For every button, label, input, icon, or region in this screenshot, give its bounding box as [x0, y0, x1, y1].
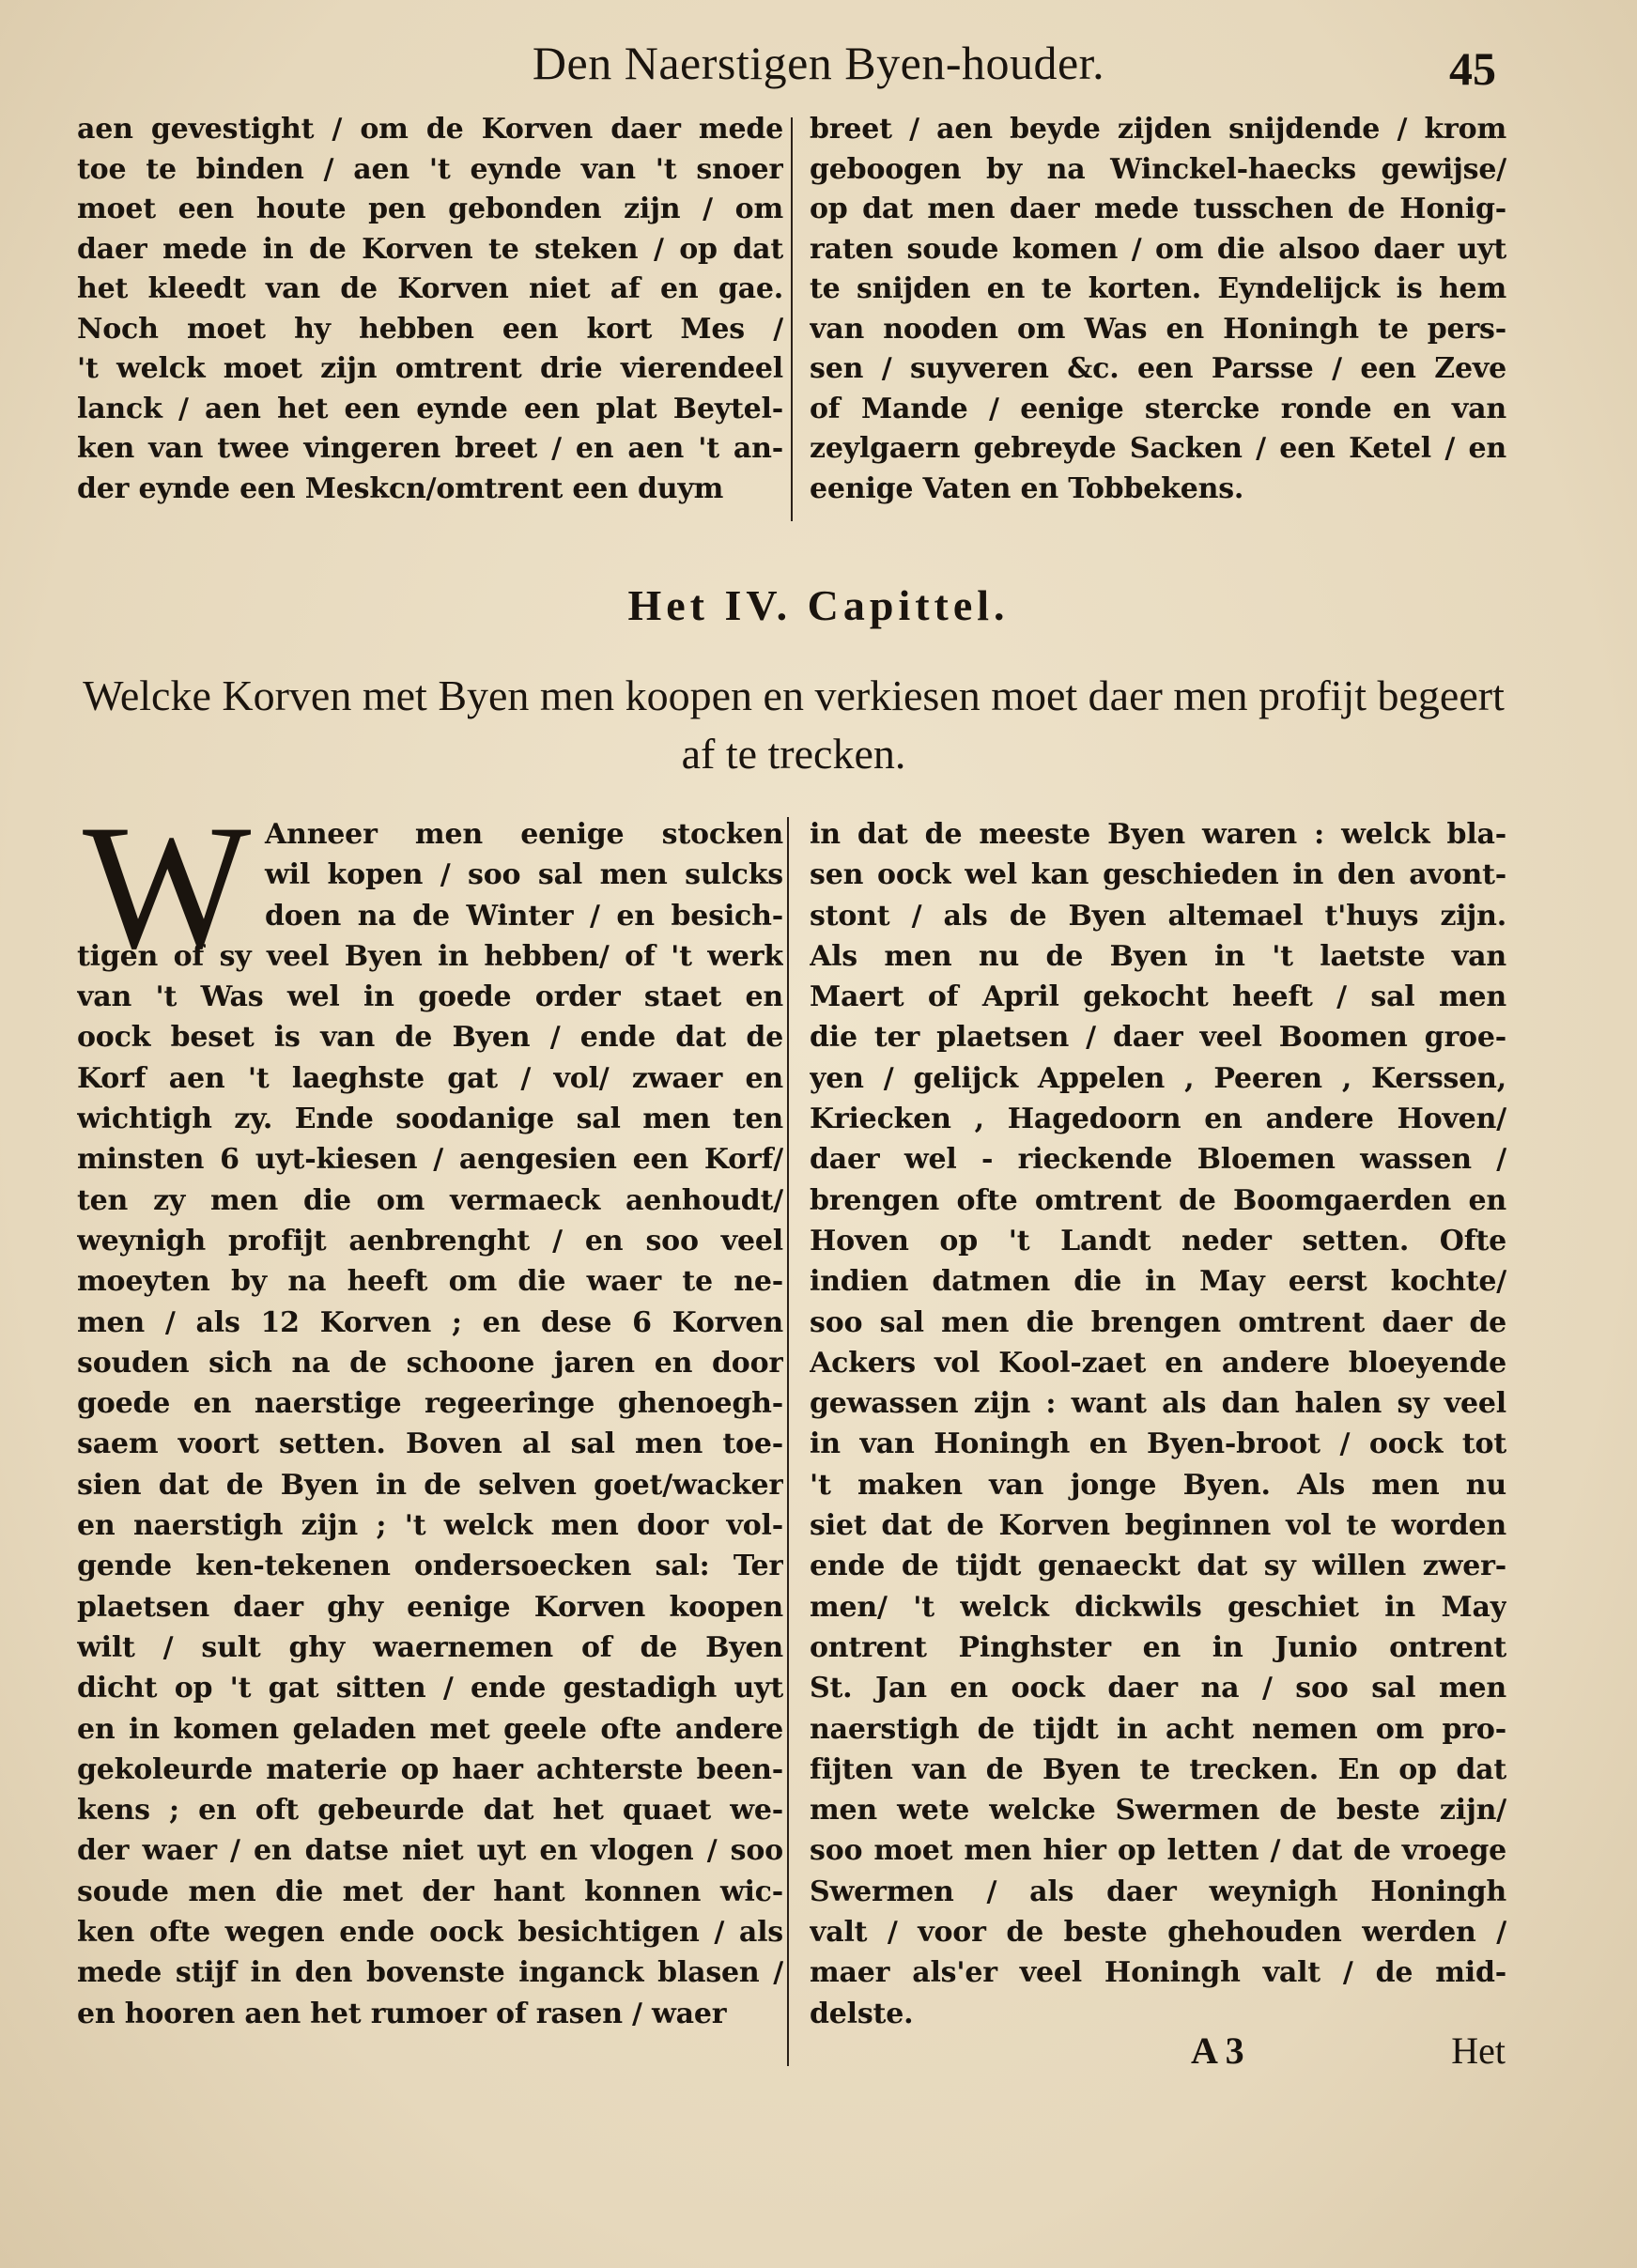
text-line: en hooren aen het rumoer of rasen / waer [77, 1997, 727, 2030]
text-line: sen oock wel kan geschieden in den avont- [810, 858, 1506, 892]
text-line: men / als 12 Korven ; en dese 6 Korven [77, 1305, 783, 1339]
bottom-right-column [810, 814, 1506, 2034]
text-line: ende de tijdt genaeckt dat sy willen zwer- [810, 1550, 1506, 1583]
text-line: moeyten by na heeft om die waer te ne- [77, 1265, 783, 1299]
text-line: van 't Was wel in goede order staet en [77, 980, 783, 1014]
text-line: te snijden en te korten. Eyndelijck is hem [810, 272, 1506, 305]
text-line: brengen ofte omtrent de Boomgaerden en [810, 1183, 1506, 1217]
text-line: men/ 't welck dickwils geschiet in May [810, 1590, 1506, 1624]
top-right-column [810, 110, 1506, 509]
column-divider-bottom [787, 817, 789, 2066]
text-line: gekoleurde materie op haer achterste been- [77, 1752, 783, 1786]
text-line: zeylgaern gebreyde Sacken / een Ketel / en [810, 432, 1506, 465]
text-line: gewassen zijn : want als dan halen sy veel [810, 1387, 1506, 1421]
text-line: moet een houte pen gebonden zijn / om [77, 193, 783, 225]
text-line: aen gevestight / om de Korven daer mede [77, 113, 783, 146]
text-line: daer mede in de Korven te steken / op dat [77, 232, 783, 266]
text-line: Hoven op 't Landt neder setten. Ofte [810, 1224, 1506, 1257]
text-line: men wete welcke Swermen de beste zijn/ [810, 1794, 1506, 1828]
text-line: raten soude komen / om die alsoo daer uyt [810, 232, 1506, 266]
text-line: wil kopen / soo sal men sulcks [265, 858, 783, 892]
text-line: valt / voor de beste ghehouden werden / [810, 1916, 1506, 1950]
column-divider-top [791, 117, 793, 521]
text-line: naerstigh de tijdt in acht nemen om pro- [810, 1712, 1506, 1746]
text-line: toe te binden / aen 't eynde van 't snoer [77, 152, 783, 186]
text-line: Ackers vol Kool-zaet en andere bloeyende [810, 1346, 1506, 1380]
text-line: fijten van de Byen te trecken. En op dat [810, 1752, 1506, 1786]
text-line: soo sal men die brengen omtrent daer de [810, 1305, 1506, 1339]
text-line: St. Jan en oock daer na / soo sal men [810, 1672, 1506, 1705]
text-line: soo moet men hier op letten / dat de vroege [810, 1834, 1506, 1868]
text-line: Anneer men eenige stocken [265, 818, 783, 851]
text-line: yen / gelijck Appelen , Peeren , Kerssen, [810, 1061, 1506, 1095]
text-line: maer als'er veel Honingh valt / de mid- [810, 1956, 1506, 1990]
text-line: ten zy men die om vermaeck aenhoudt/ [77, 1183, 783, 1217]
text-line: van nooden om Was en Honingh te pers- [810, 312, 1506, 346]
top-left-column [77, 110, 783, 509]
text-line: doen na de Winter / en besich- [265, 899, 783, 933]
text-line: wilt / sult ghy waernemen of de Byen [77, 1630, 783, 1664]
text-line: delste. [810, 1997, 914, 2030]
text-line: Maert of April gekocht heeft / sal men [810, 980, 1506, 1014]
text-line: op dat men daer mede tusschen de Honig- [810, 193, 1506, 225]
text-line: saem voort setten. Boven al sal men toe- [77, 1427, 783, 1461]
text-line: Noch moet hy hebben een kort Mes / [77, 312, 783, 346]
text-line: oock beset is van de Byen / ende dat de [77, 1021, 783, 1055]
text-line: Swermen / als daer weynigh Honingh [810, 1875, 1506, 1908]
page-number: 45 [1449, 42, 1496, 95]
text-line: indien datmen die in May eerst kochte/ [810, 1265, 1506, 1299]
text-line: lanck / aen het een eynde een plat Beytel- [77, 392, 783, 425]
text-line: sen / suyveren &c. een Parsse / een Zeve [810, 352, 1506, 385]
text-line: in van Honingh en Byen-broot / oock tot [810, 1427, 1506, 1461]
text-line: Als men nu de Byen in 't laetste van [810, 939, 1506, 973]
text-line: dicht op 't gat sitten / ende gestadigh uyt [77, 1672, 783, 1705]
text-line: breet / aen beyde zijden snijdende / krom [810, 113, 1506, 146]
drop-cap: W [83, 789, 252, 986]
text-line: minsten 6 uyt-kiesen / aengesien een Korf/ [77, 1143, 783, 1177]
text-line: stont / als de Byen altemael t'huys zijn. [810, 899, 1506, 933]
text-line: ken ofte wegen ende oock besichtigen / als [77, 1916, 783, 1950]
text-line: eenige Vaten en Tobbekens. [810, 471, 1244, 505]
text-line: ken van twee vingeren breet / en aen 't an- [77, 432, 783, 465]
text-line: 't welck moet zijn omtrent drie vierendeel [77, 352, 783, 385]
text-line: Korf aen 't laeghste gat / vol/ zwaer en [77, 1061, 783, 1095]
text-line: geboogen by na Winckel-haecks gewijse/ [810, 152, 1506, 186]
text-line: ontrent Pinghster en in Junio ontrent [810, 1630, 1506, 1664]
text-line: kens ; en oft gebeurde dat het quaet we- [77, 1794, 783, 1828]
chapter-heading: Het IV. Capittel. [627, 581, 1010, 629]
signature-mark: A 3 [1191, 2029, 1244, 2072]
bottom-left-column [77, 814, 783, 2034]
catchword: Het [1451, 2029, 1506, 2072]
text-line: 't maken van jonge Byen. Als men nu [810, 1468, 1506, 1502]
text-line: weynigh profijt aenbrenght / en soo veel [77, 1224, 783, 1257]
text-line: en in komen geladen met geele ofte andere [77, 1712, 783, 1746]
text-line: soude men die met der hant konnen wic- [77, 1875, 783, 1908]
text-line: sien dat de Byen in de selven goet/wacker [77, 1468, 783, 1502]
text-line: wichtigh zy. Ende soodanige sal men ten [77, 1103, 783, 1136]
text-line: siet dat de Korven beginnen vol te worden [810, 1509, 1506, 1543]
text-line: der eynde een Meskcn/omtrent een duym [77, 471, 724, 505]
text-line: daer wel - rieckende Bloemen wassen / [810, 1143, 1506, 1177]
text-line: het kleedt van de Korven niet af en gae. [77, 272, 783, 305]
text-line: gende ken-tekenen ondersoecken sal: Ter [77, 1550, 783, 1583]
text-line: of Mande / eenige stercke ronde en van [810, 392, 1506, 425]
text-line: der waer / en datse niet uyt en vlogen / soo [77, 1834, 783, 1868]
text-line: Kriecken , Hagedoorn en andere Hoven/ [810, 1103, 1506, 1136]
chapter-title: Welcke Korven met Byen men koopen en verkiesen moet daer men profijt begeert af te trecken. [83, 671, 1505, 778]
text-line: in dat de meeste Byen waren : welck bla- [810, 818, 1506, 851]
text-line: goede en naerstige regeeringe ghenoegh- [77, 1387, 783, 1421]
text-line: en naerstigh zijn ; 't welck men door vol- [77, 1509, 783, 1543]
text-line: souden sich na de schoone jaren en door [77, 1346, 783, 1380]
running-head: Den Naerstigen Byen-houder. [532, 37, 1105, 89]
text-line: die ter plaetsen / daer veel Boomen groe- [810, 1021, 1506, 1055]
text-line: plaetsen daer ghy eenige Korven koopen [77, 1590, 783, 1624]
text-line: tigen of sy veel Byen in hebben/ of 't werk [77, 939, 783, 973]
text-line: mede stijf in den bovenste inganck blasen / [77, 1956, 783, 1990]
